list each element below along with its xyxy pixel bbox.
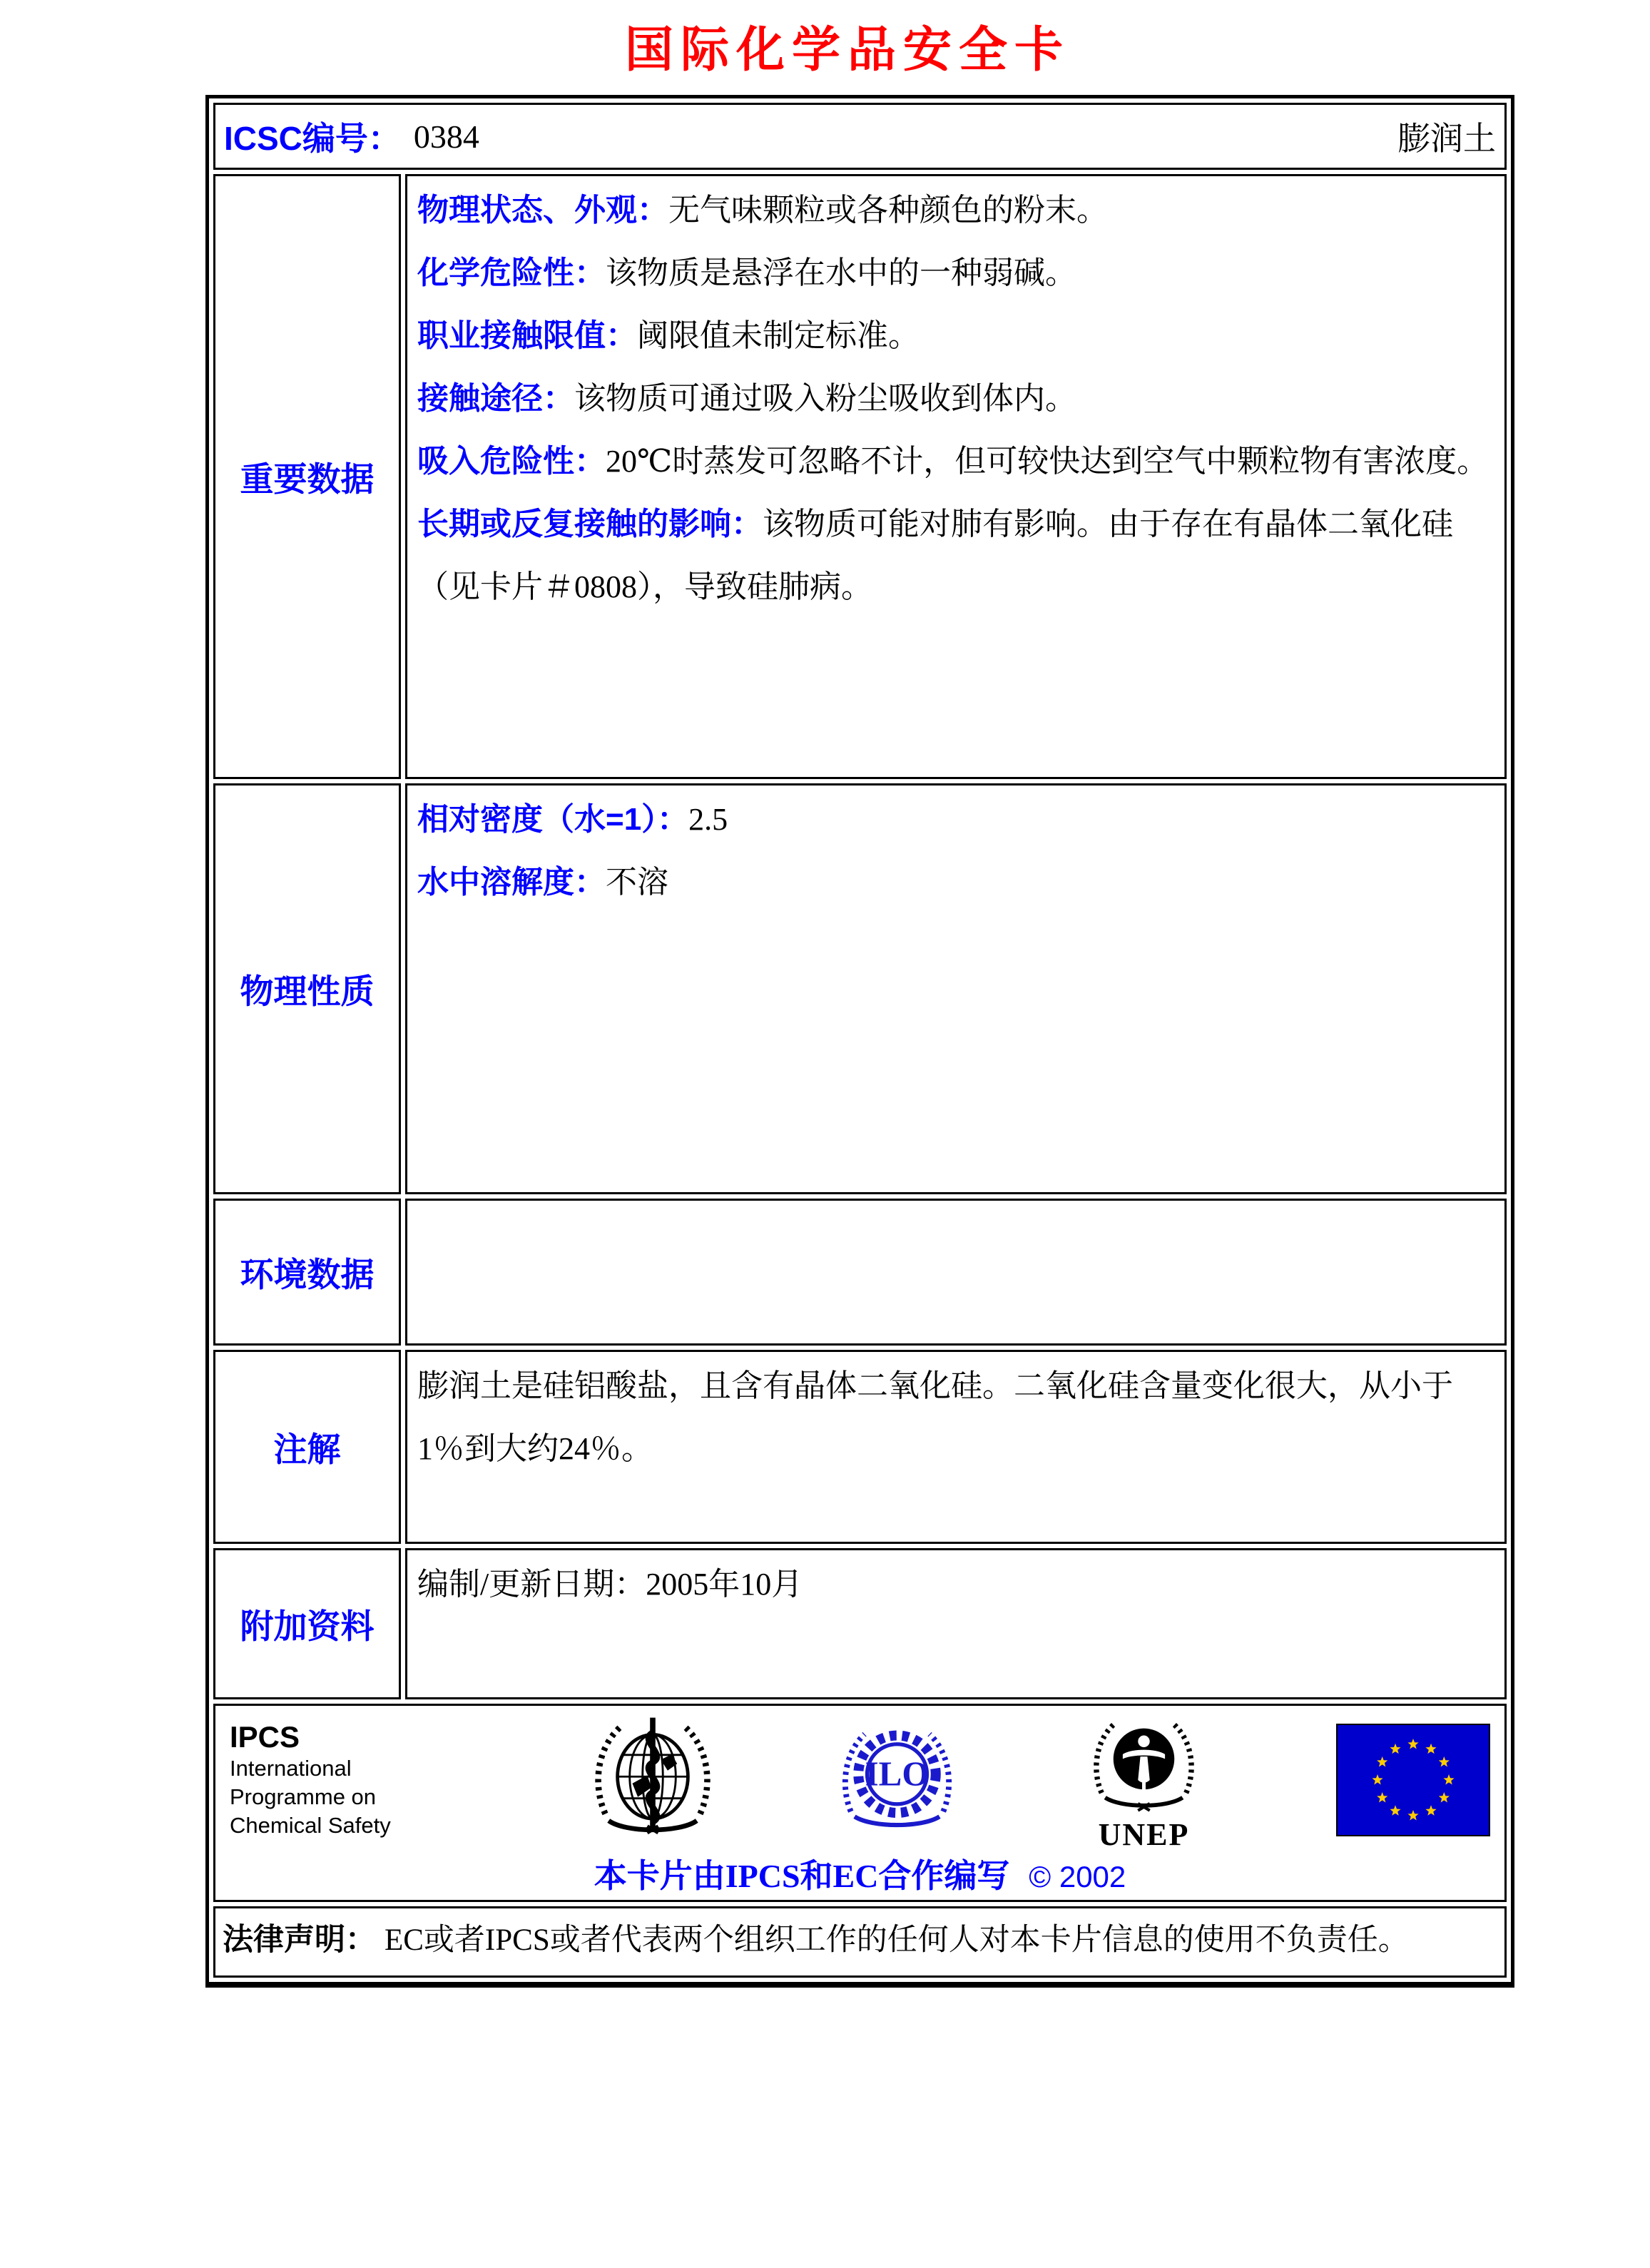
unep-logo-block	[1085, 1711, 1203, 1850]
paragraph	[417, 430, 1494, 493]
legal-text: EC或者IPCS或者代表两个组织工作的任何人对本卡片信息的使用不负责任。	[384, 1923, 1409, 1957]
paragraph	[417, 367, 1494, 430]
field-label: 水中溶解度：	[417, 865, 606, 900]
ilo-logo-icon	[835, 1718, 959, 1843]
ipcs-text-block	[230, 1720, 471, 1840]
paragraph	[417, 493, 1494, 619]
unep-logo-icon	[1085, 1711, 1203, 1816]
field-value: 该物质可通过吸入粉尘吸收到体内。	[574, 381, 1076, 416]
credit-line	[215, 1850, 1504, 1897]
section-content-important-data	[405, 174, 1507, 779]
section-content-environmental-data	[405, 1199, 1507, 1346]
field-label: 职业接触限值：	[417, 318, 637, 353]
paragraph	[417, 1355, 1494, 1480]
footer-logos	[215, 1712, 1504, 1852]
page-title: 国际化学品安全卡	[624, 22, 1070, 78]
paragraph	[417, 179, 1494, 242]
paragraph	[417, 305, 1494, 367]
field-value: 无气味颗粒或各种颜色的粉末。	[668, 193, 1108, 228]
section-label-environmental-data: 环境数据	[213, 1199, 401, 1346]
field-value: 编制/更新日期：2005年10月	[417, 1567, 803, 1602]
field-value: 该物质可能对肺有影响。由于存在有晶体二氧化硅（见卡片＃0808），导致硅肺病。	[417, 507, 1453, 604]
field-value: 阈限值未制定标准。	[637, 318, 920, 353]
who-logo-icon	[585, 1712, 720, 1848]
header-row	[224, 113, 1496, 160]
header-cell	[213, 103, 1507, 170]
substance-name: 膨润土	[1397, 121, 1496, 157]
icsc-number-value: 0384	[413, 118, 479, 155]
icsc-table	[205, 95, 1514, 1988]
svg-text:ILO: ILO	[865, 1754, 930, 1793]
paragraph	[417, 851, 1494, 914]
field-label: 接触途径：	[417, 381, 574, 416]
legal-label: 法律声明：	[223, 1923, 376, 1957]
ipcs-line-1: International	[230, 1756, 352, 1781]
unep-label: UNEP	[1098, 1816, 1190, 1852]
copyright-text: © 2002	[1029, 1860, 1126, 1893]
ipcs-line-2: Programme on	[230, 1784, 377, 1809]
eu-flag-icon	[1336, 1724, 1490, 1836]
paragraph	[417, 1553, 1494, 1616]
paragraph	[417, 788, 1494, 851]
field-label: 相对密度（水=1）：	[417, 802, 689, 837]
field-label: 吸入危险性：	[417, 444, 606, 479]
section-label-important-data: 重要数据	[213, 174, 401, 779]
field-value: 膨润土是硅铝酸盐，且含有晶体二氧化硅。二氧化硅含量变化很大，从小于1％到大约24％。	[417, 1368, 1453, 1466]
section-label-notes: 注解	[213, 1350, 401, 1544]
section-label-additional-info: 附加资料	[213, 1548, 401, 1699]
icsc-number-label: ICSC编号：	[224, 120, 401, 157]
field-value: 该物质是悬浮在水中的一种弱碱。	[606, 255, 1076, 290]
footer-cell	[213, 1704, 1507, 1902]
section-content-notes	[405, 1350, 1507, 1544]
section-content-physical-properties	[405, 783, 1507, 1194]
legal-cell	[213, 1906, 1507, 1978]
field-label: 物理状态、外观：	[417, 193, 668, 228]
section-label-physical-properties: 物理性质	[213, 783, 401, 1194]
credit-text: 本卡片由IPCS和EC合作编写	[594, 1858, 1010, 1894]
ipcs-title: IPCS	[230, 1720, 300, 1754]
ipcs-line-3: Chemical Safety	[230, 1813, 391, 1838]
section-content-additional-info	[405, 1548, 1507, 1699]
field-value: 2.5	[688, 802, 728, 837]
field-value: 不溶	[606, 865, 668, 900]
field-value: 20℃时蒸发可忽略不计，但可较快达到空气中颗粒物有害浓度。	[606, 444, 1489, 479]
field-label: 长期或反复接触的影响：	[417, 507, 763, 541]
paragraph	[417, 242, 1494, 305]
field-label: 化学危险性：	[417, 255, 606, 290]
icsc-card	[205, 95, 1496, 1988]
